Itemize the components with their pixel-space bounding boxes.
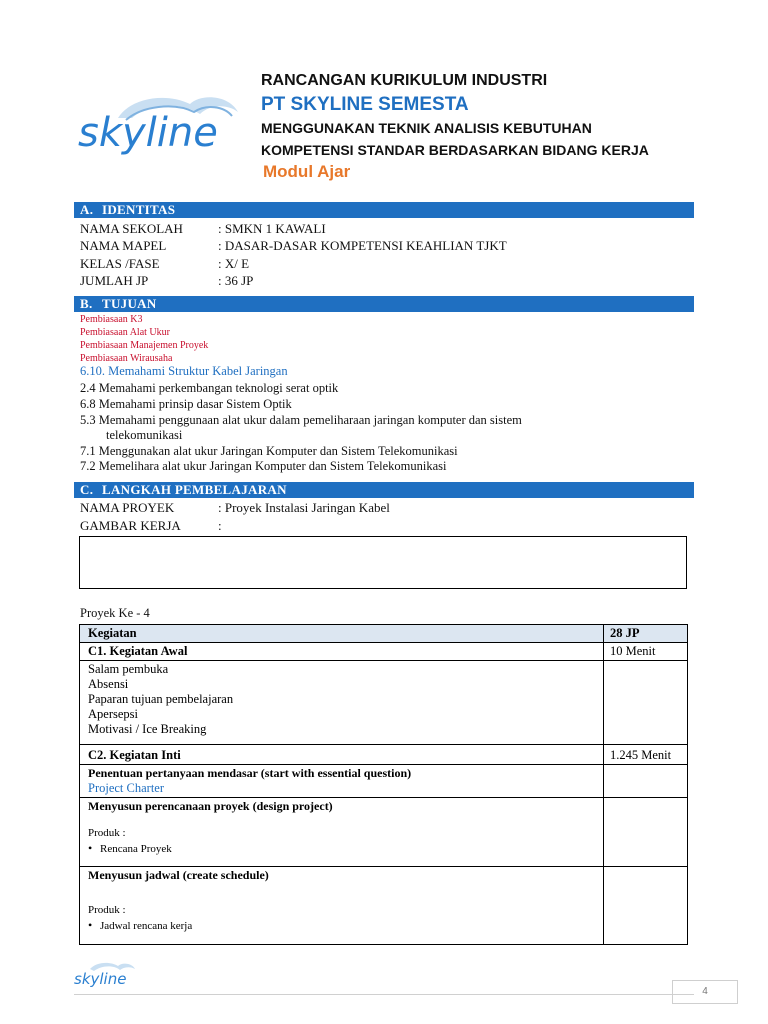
objective-item: 5.3 Memahami penggunaan alat ukur dalam pemeliharaan jaringan komputer dan sistem — [80, 413, 522, 427]
section-a-bar — [74, 202, 694, 218]
section-a-title: IDENTITAS — [102, 202, 176, 217]
step2-title: Menyusun perencanaan proyek (design project) — [88, 799, 333, 813]
objective-item: 6.8 Memahami prinsip dasar Sistem Optik — [80, 397, 292, 411]
list-item: Absensi — [88, 677, 129, 691]
work-drawing-key: GAMBAR KERJA — [80, 518, 181, 533]
step3-bullet: • Jadwal rencana kerja — [88, 918, 595, 934]
header-jp: 28 JP — [604, 625, 688, 643]
empty-cell — [604, 765, 688, 798]
list-item: Motivasi / Ice Breaking — [88, 722, 207, 736]
header-kegiatan: Kegiatan — [80, 625, 604, 643]
footer-logo — [74, 960, 136, 988]
work-drawing-frame — [79, 536, 687, 589]
habit-item: Pembiasaan Manajemen Proyek — [80, 340, 209, 351]
c1-title: C1. Kegiatan Awal — [80, 643, 604, 661]
table-header-row — [80, 625, 688, 643]
section-b-letter: B. — [80, 296, 93, 311]
step1-subtitle: Project Charter — [88, 781, 165, 795]
identity-row — [80, 273, 253, 289]
identity-key: NAMA MAPEL — [80, 238, 167, 253]
identity-value: : DASAR-DASAR KOMPETENSI KEAHLIAN TJKT — [218, 238, 507, 253]
identity-row — [80, 256, 249, 272]
header-company-name: PT SKYLINE SEMESTA — [261, 94, 469, 115]
list-item: Apersepsi — [88, 707, 138, 721]
section-a-letter: A. — [80, 202, 94, 217]
footer-logo-text: skyline — [74, 970, 127, 988]
step1-cell — [80, 765, 604, 798]
cloud-swoosh-icon — [78, 88, 248, 162]
project-name-key: NAMA PROYEK — [80, 500, 175, 515]
section-c-bar — [74, 482, 694, 498]
list-item: Salam pembuka — [88, 662, 169, 676]
c2-time: 1.245 Menit — [604, 745, 688, 765]
section-b-bar — [74, 296, 694, 312]
step2-bullet: • Rencana Proyek — [88, 841, 595, 857]
step3-title: Menyusun jadwal (create schedule) — [88, 868, 269, 882]
identity-key: KELAS /FASE — [80, 256, 160, 271]
c2-title: C2. Kegiatan Inti — [80, 745, 604, 765]
activity-table — [79, 624, 688, 945]
step2-produk: Produk : — [88, 827, 126, 839]
habit-item: Pembiasaan K3 — [80, 314, 143, 325]
project-number: Proyek Ke - 4 — [80, 606, 150, 620]
page-number: 4 — [672, 980, 738, 1004]
list-item: Paparan tujuan pembelajaran — [88, 692, 234, 706]
c1-items-cell — [80, 661, 604, 745]
c1-time: 10 Menit — [604, 643, 688, 661]
identity-row — [80, 221, 326, 237]
objective-item: 7.2 Memelihara alat ukur Jaringan Komputer dan Sistem Telekomunikasi — [80, 459, 447, 473]
habit-item: Pembiasaan Alat Ukur — [80, 327, 170, 338]
step2-cell — [80, 798, 604, 867]
step3-cell — [80, 867, 604, 945]
project-name-row — [80, 500, 390, 516]
empty-cell — [604, 798, 688, 867]
project-name-value: : Proyek Instalasi Jaringan Kabel — [218, 500, 390, 515]
footer-divider — [74, 994, 694, 995]
empty-cell — [604, 867, 688, 945]
objective-highlight: 6.10. Memahami Struktur Kabel Jaringan — [80, 364, 288, 378]
section-c-letter: C. — [80, 482, 94, 497]
table-row — [80, 643, 688, 661]
objective-item-continued: telekomunikasi — [106, 428, 183, 442]
identity-key: JUMLAH JP — [80, 273, 149, 288]
logo-text: skyline — [78, 110, 218, 156]
header-subtitle-line2: KOMPETENSI STANDAR BERDASARKAN BIDANG KERJA — [261, 142, 649, 158]
step3-produk: Produk : — [88, 904, 126, 916]
work-drawing-row — [80, 518, 222, 534]
habit-item: Pembiasaan Wirausaha — [80, 353, 173, 364]
objective-item: 7.1 Menggunakan alat ukur Jaringan Komputer dan Sistem Telekomunikasi — [80, 444, 458, 458]
identity-value: : 36 JP — [218, 273, 254, 288]
step1-title: Penentuan pertanyaan mendasar (start with essential question) — [88, 766, 412, 780]
cloud-swoosh-icon — [74, 960, 136, 988]
section-c-title: LANGKAH PEMBELAJARAN — [102, 482, 287, 497]
identity-value: : SMKN 1 KAWALI — [218, 221, 326, 236]
identity-row — [80, 238, 507, 254]
identity-value: : X/ E — [218, 256, 250, 271]
table-row — [80, 745, 688, 765]
work-drawing-value: : — [218, 518, 222, 533]
empty-cell — [604, 661, 688, 745]
header-subtitle-line1: MENGGUNAKAN TEKNIK ANALISIS KEBUTUHAN — [261, 120, 592, 136]
table-row — [80, 798, 688, 867]
section-b-title: TUJUAN — [102, 296, 157, 311]
header-title-line1: RANCANGAN KURIKULUM INDUSTRI — [261, 72, 548, 89]
header-document-type: Modul Ajar — [263, 162, 351, 181]
identity-key: NAMA SEKOLAH — [80, 221, 183, 236]
table-row — [80, 867, 688, 945]
objective-item: 2.4 Memahami perkembangan teknologi serat optik — [80, 381, 339, 395]
table-row — [80, 661, 688, 745]
skyline-logo — [78, 88, 248, 162]
table-row — [80, 765, 688, 798]
